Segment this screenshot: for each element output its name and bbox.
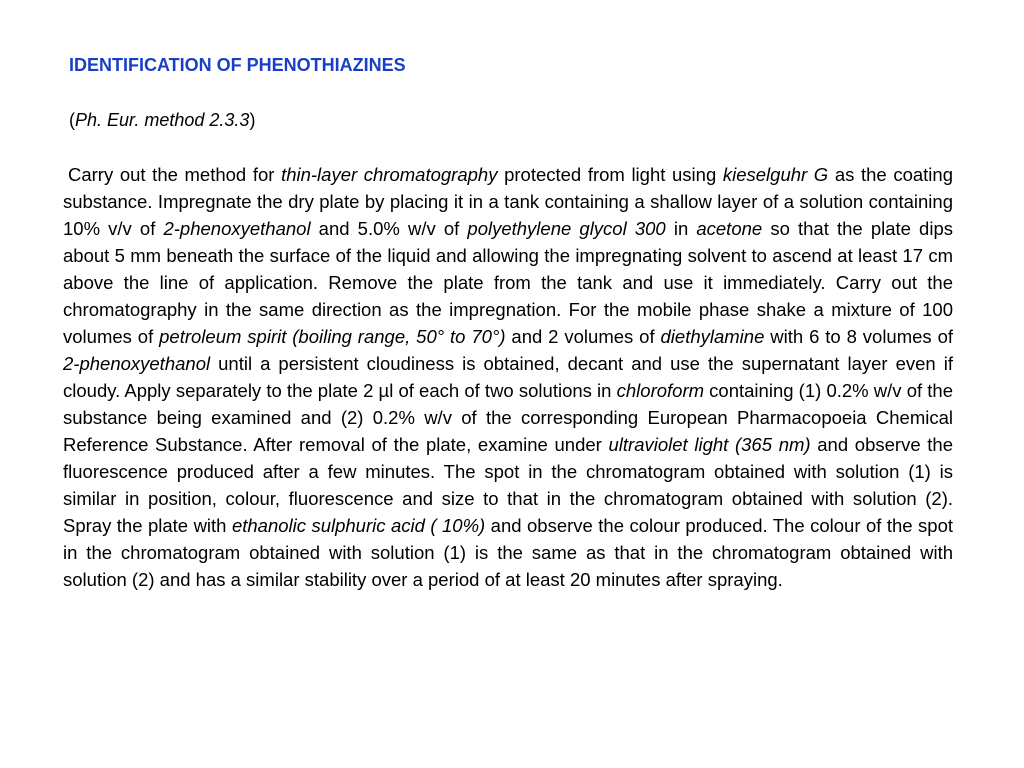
text-run: and observe the colour produced. The colour of the spot in the chromatogram obtained with solution (1) is the same as that in the chromatogram obtained with solution (2) and has a similar stability over a period of at least 20 minutes after spraying.: [63, 515, 954, 590]
text-run: so that the plate dips about 5 mm beneath the surface of the liquid and allowing the impregnating solvent to ascend at least 17 cm above the line of application. Remove the plate from the tank and use it immediately. Carry out the chromatography in the same direction as the impregnation. For the mobile phase shake a mixture of 100 volumes of: [63, 218, 953, 347]
text-run: and 2 volumes of: [505, 326, 661, 347]
text-run: and 5.0% w/v of: [310, 218, 468, 239]
italic-term: thin-layer chromatography: [281, 164, 498, 185]
page-title: IDENTIFICATION OF PHENOTHIAZINES: [69, 55, 406, 75]
italic-term: acetone: [696, 218, 763, 239]
italic-term: petroleum spirit (boiling range, 50° to 70°): [159, 326, 506, 347]
italic-term: ultraviolet light (365 nm): [608, 434, 811, 455]
text-run: with 6 to 8 volumes of: [764, 326, 954, 347]
italic-term: 2-phenoxyethanol: [163, 218, 311, 239]
text-run: protected from light using: [497, 164, 723, 185]
text-run: in: [665, 218, 697, 239]
text-run: containing (1) 0.2% w/v of the substance being examined and (2) 0.2% w/v of the corresponding European Pharmacopoeia Chemical Reference Substance. After removal of the plate, examine under: [63, 380, 954, 455]
text-run: until a persistent cloudiness is obtained, decant and use the supernatant layer even if cloudy. Apply separately to the plate 2 µl of each of two solutions in: [63, 353, 953, 401]
reference-open-paren: (: [69, 110, 75, 130]
method-reference: [69, 108, 255, 132]
italic-term: chloroform: [616, 380, 705, 401]
reference-close-paren: ): [249, 110, 256, 130]
procedure-paragraph: [63, 161, 953, 593]
italic-term: polyethylene glycol 300: [467, 218, 666, 239]
italic-term: 2-phenoxyethanol: [63, 353, 211, 374]
text-run: and observe the fluorescence produced after a few minutes. The spot in the chromatogram obtained with solution (1) is similar in position, colour, fluorescence and size to that in the chromatogram obtained with solution (2). Spray the plate with: [63, 434, 953, 536]
text-run: as the coating substance. Impregnate the dry plate by placing it in a tank containing a shallow layer of a solution containing 10% v/v of: [63, 164, 953, 239]
italic-term: ethanolic sulphuric acid ( 10%): [231, 515, 486, 536]
reference-text: Ph. Eur. method 2.3.3: [75, 110, 250, 130]
italic-term: diethylamine: [660, 326, 765, 347]
text-run: Carry out the method for: [68, 164, 282, 185]
italic-term: kieselguhr G: [722, 164, 829, 185]
